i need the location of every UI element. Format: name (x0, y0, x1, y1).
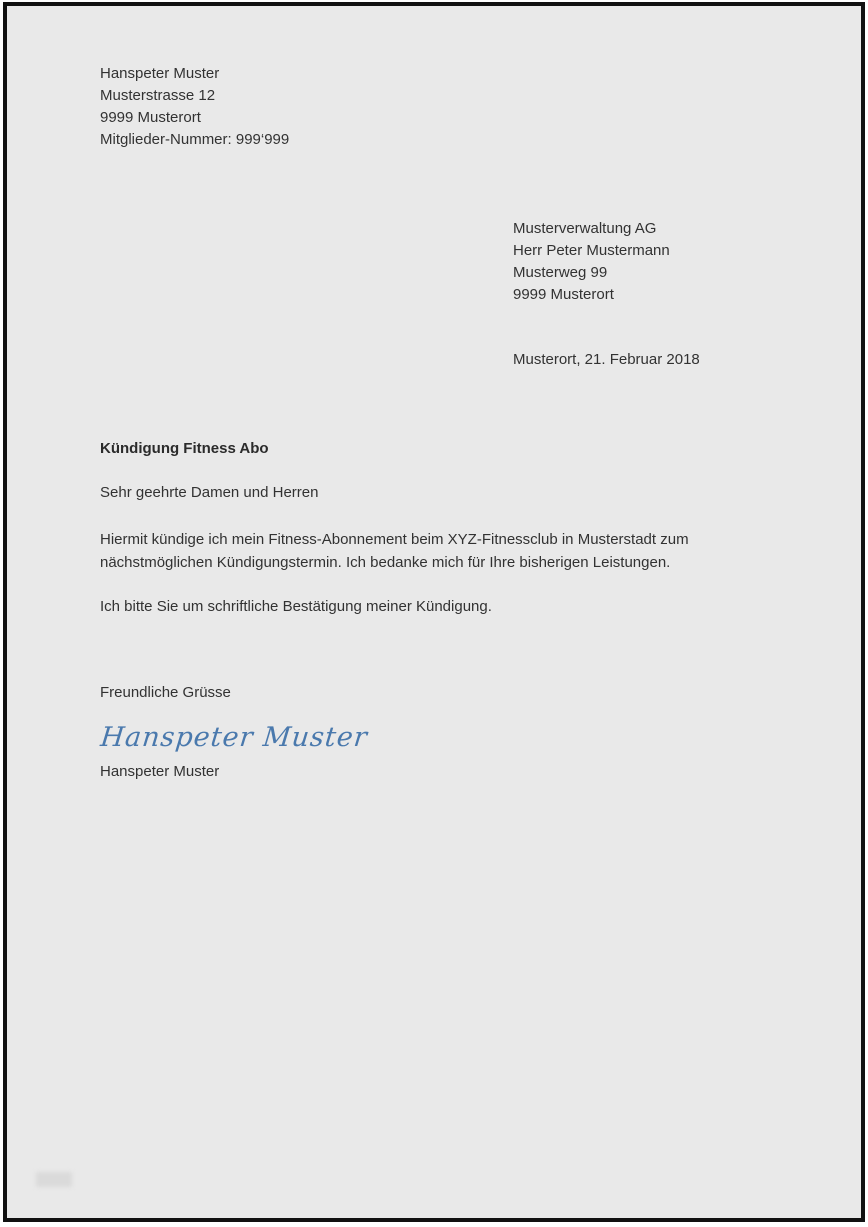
sender-city: 9999 Musterort (100, 109, 201, 126)
signer-typed-name: Hanspeter Muster (100, 763, 220, 780)
recipient-street: Musterweg 99 (513, 264, 608, 281)
sender-name: Hanspeter Muster (100, 65, 220, 82)
sender-block (100, 63, 289, 151)
recipient-city: 9999 Musterort (513, 286, 614, 303)
faint-watermark (36, 1172, 72, 1187)
recipient-company: Musterverwaltung AG (513, 220, 657, 237)
body-paragraph-1: Hiermit kündige ich mein Fitness-Abonnement beim XYZ-Fitnessclub in Musterstadt zum nächstmöglichen Kündigungstermin. Ich bedanke mich für Ihre bisherigen Leistungen. (100, 531, 689, 571)
sender-street: Musterstrasse 12 (100, 87, 216, 104)
closing-line: Freundliche Grüsse (100, 684, 231, 701)
handwritten-signature: Hanspeter Muster (99, 722, 370, 753)
subject-line: Kündigung Fitness Abo (100, 440, 269, 457)
recipient-block (513, 218, 670, 306)
recipient-contact: Herr Peter Mustermann (513, 242, 670, 259)
salutation: Sehr geehrte Damen und Herren (100, 484, 319, 501)
date-line: Musterort, 21. Februar 2018 (513, 351, 700, 368)
body-paragraph-2: Ich bitte Sie um schriftliche Bestätigung meiner Kündigung. (100, 598, 492, 615)
sender-member-number: Mitglieder-Nummer: 999‘999 (100, 131, 290, 148)
